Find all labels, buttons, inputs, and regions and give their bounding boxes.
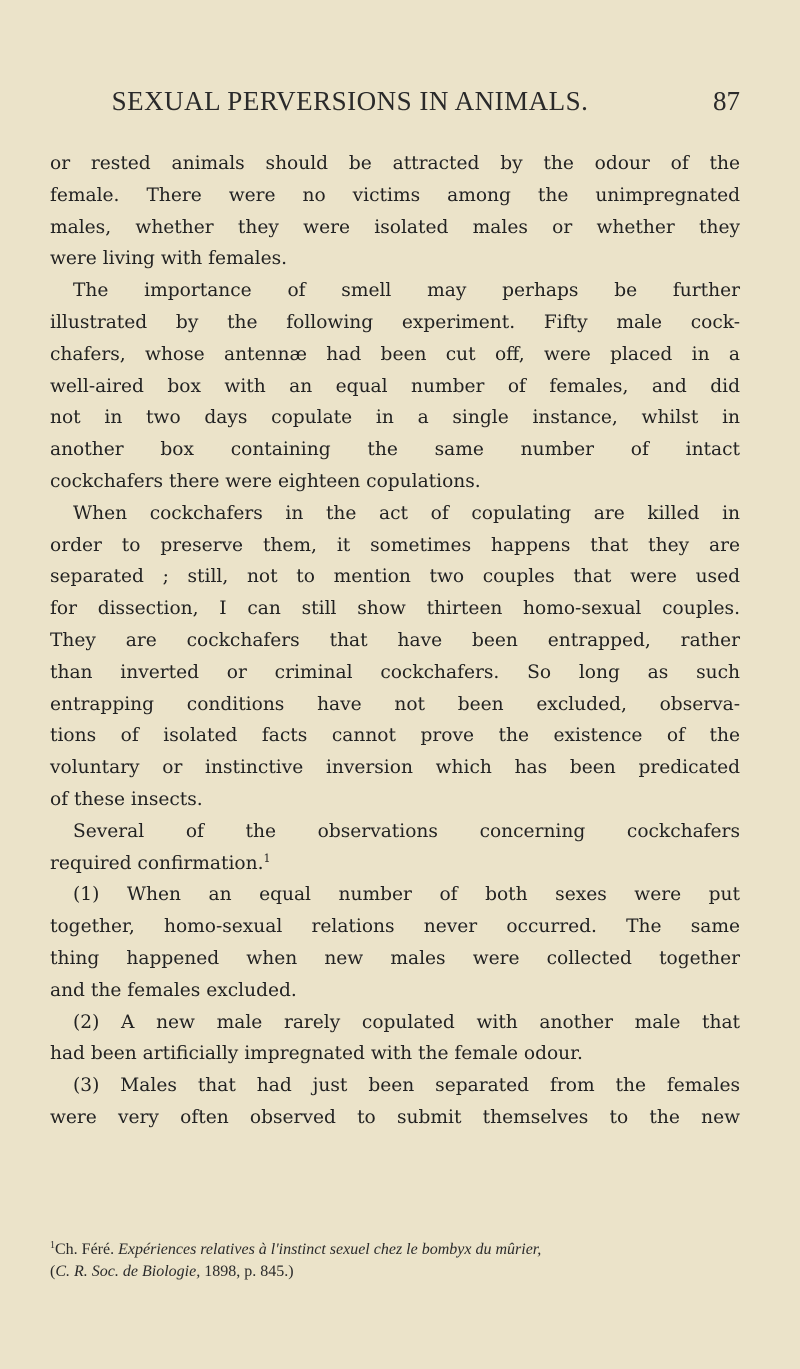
text-line: order to preserve them, it sometimes happens that they are — [50, 534, 740, 556]
page-number: 87 — [713, 86, 740, 116]
text-line — [50, 848, 740, 880]
text-line: They are cockchafers that have been entrapped, rather — [50, 629, 740, 651]
text-line: The importance of smell may perhaps be further — [73, 280, 740, 302]
text-line: (3) Males that had just been separated from the females — [73, 1075, 740, 1097]
text-line: not in two days copulate in a single instance, whilst in — [50, 407, 740, 429]
footnote-title: Expériences relatives à l'instinct sexuel chez le bombyx du mûrier, — [118, 1241, 542, 1258]
footnote-author: Ch. Féré. — [55, 1241, 115, 1258]
footnote-citation: 1898, p. 845.) — [200, 1263, 294, 1280]
text-line: (2) A new male rarely copulated with another male that — [73, 1011, 740, 1033]
text-line: another box containing the same number of intact — [50, 439, 740, 461]
text-line: female. There were no victims among the unimpregnated — [50, 184, 740, 206]
text-line: chafers, whose antennæ had been cut off, were placed in a — [50, 343, 740, 365]
text-line: entrapping conditions have not been excluded, observa- — [50, 693, 740, 715]
running-title: SEXUAL PERVERSIONS IN ANIMALS. — [111, 86, 589, 116]
footnote-line — [50, 1261, 740, 1283]
footnote-line — [50, 1239, 740, 1261]
text-line: or rested animals should be attracted by the odour of the — [50, 153, 740, 174]
footnote-reference: 1 — [263, 851, 271, 865]
footnote-paren: ( — [50, 1263, 56, 1280]
text-line: of these insects. — [50, 788, 203, 810]
text-line: than inverted or criminal cockchafers. So long as such — [50, 661, 740, 683]
text-line: (1) When an equal number of both sexes were put — [73, 884, 740, 906]
text-line: together, homo-sexual relations never occurred. The same — [50, 916, 740, 938]
text-line-content: required confirmation. — [50, 852, 264, 874]
text-line: for dissection, I can still show thirteen homo-sexual couples. — [50, 598, 740, 620]
footnote-journal: C. R. Soc. de Biologie, — [55, 1263, 201, 1280]
text-line: separated ; still, not to mention two couples that were used — [50, 566, 740, 588]
text-line: When cockchafers in the act of copulating are killed in — [73, 502, 740, 524]
footnote — [50, 1239, 740, 1283]
text-line: Several of the observations concerning cockchafers — [73, 820, 740, 842]
text-line: well-aired box with an equal number of females, and did — [50, 375, 740, 397]
text-line: males, whether they were isolated males or whether they — [50, 216, 740, 238]
page-header — [50, 86, 740, 126]
text-line: thing happened when new males were collected together — [50, 947, 740, 969]
text-line: voluntary or instinctive inversion which has been predicated — [50, 757, 740, 779]
text-line: were very often observed to submit themselves to the new — [50, 1106, 740, 1128]
text-line: cockchafers there were eighteen copulations. — [50, 470, 481, 492]
text-line: tions of isolated facts cannot prove the existence of the — [50, 725, 740, 747]
text-line: and the females excluded. — [50, 979, 297, 1001]
body-text — [50, 148, 740, 1134]
text-line: were living with females. — [50, 248, 288, 270]
text-line: illustrated by the following experiment. Fifty male cock- — [50, 311, 740, 333]
text-line: had been artificially impregnated with the female odour. — [50, 1043, 583, 1065]
footnote-marker: 1 — [50, 1240, 55, 1251]
